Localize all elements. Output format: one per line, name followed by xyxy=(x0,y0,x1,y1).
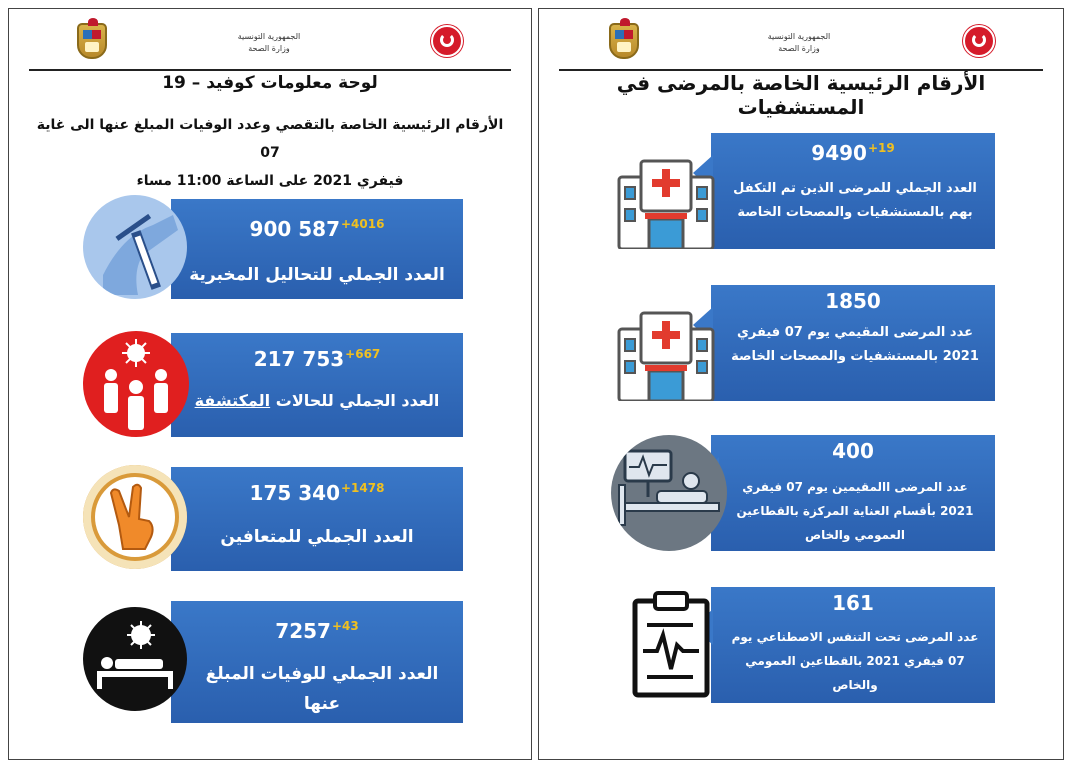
left-panel xyxy=(8,8,532,760)
hospital-card-ventilator xyxy=(611,587,995,707)
tunisia-emblem-icon xyxy=(77,23,107,59)
right-header xyxy=(539,19,1063,71)
left-subtitle: الأرقام الرئيسية الخاصة بالتقصي وعدد الوفيات المبلغ عنها الى غاية 07 فيفري 2021 على الساعة 11:00 مساء xyxy=(36,117,504,189)
stat-label: العدد الجملي للوفيات المبلغ عنها xyxy=(205,664,439,714)
stat-value: $7257^{+43}$ xyxy=(275,619,359,643)
stat-value: $9490^{+19}$ xyxy=(811,141,895,165)
hospital-card-icu xyxy=(611,435,995,555)
stat-card-deaths xyxy=(83,597,463,727)
hospital-card-total-patients xyxy=(611,133,995,253)
hospital-icon xyxy=(611,153,721,249)
stat-value: 175 $340^{+1478}$ xyxy=(249,481,385,505)
stat-value: 1850 xyxy=(825,289,881,313)
stat-value: 900 $587^{+4016}$ xyxy=(249,217,385,241)
ministry-name: الجمهورية التونسية وزارة الصحة xyxy=(237,32,301,53)
stat-value: 217 $753^{+667}$ xyxy=(253,347,381,371)
right-panel xyxy=(538,8,1064,760)
stat-card-detected-cases xyxy=(83,329,463,441)
stat-label: العدد الجملي للمرضى الذين تم التكفل بهم بالمستشفيات والمصحات الخاصة xyxy=(733,181,977,220)
clipboard-ecg-icon xyxy=(631,589,711,699)
stat-label: عدد المرضى االمقيمين يوم 07 فيفري 2021 بأقسام العناية المركزة بالقطاعين العمومي والخاص xyxy=(736,480,974,542)
stat-value: 400 xyxy=(832,439,874,463)
stat-label: عدد المرضى المقيمي يوم 07 فيفري 2021 بالمستشفيات والمصحات الخاصة xyxy=(731,325,979,364)
ministry-name: الجمهورية التونسية وزارة الصحة xyxy=(767,32,831,53)
left-title: لوحة معلومات كوفيد – 19 xyxy=(162,73,378,93)
right-title: الأرقام الرئيسية الخاصة بالمرضى في المستشفيات xyxy=(616,71,986,119)
stat-label: العدد الجملي للحالات المكتشفة xyxy=(194,391,440,410)
hospital-icon xyxy=(611,305,721,401)
stat-value: 161 xyxy=(832,591,874,615)
icu-bed-icon xyxy=(611,435,727,551)
stat-label: عدد المرضى تحت التنفس الاصطناعي يوم 07 فيفري 2021 بالقطاعين العمومي والخاص xyxy=(731,630,979,692)
hospital-card-inpatients xyxy=(611,285,995,405)
lab-swab-icon xyxy=(83,195,187,299)
left-header xyxy=(9,19,531,71)
stat-label: العدد الجملي للمتعافين xyxy=(220,527,414,547)
health-ministry-logo-icon xyxy=(431,25,463,57)
stat-card-recovered xyxy=(83,463,463,575)
health-ministry-logo-icon xyxy=(963,25,995,57)
stat-card-lab-tests xyxy=(83,195,463,305)
stat-label: العدد الجملي للتحاليل المخبرية xyxy=(189,265,445,285)
tunisia-emblem-icon xyxy=(609,23,639,59)
